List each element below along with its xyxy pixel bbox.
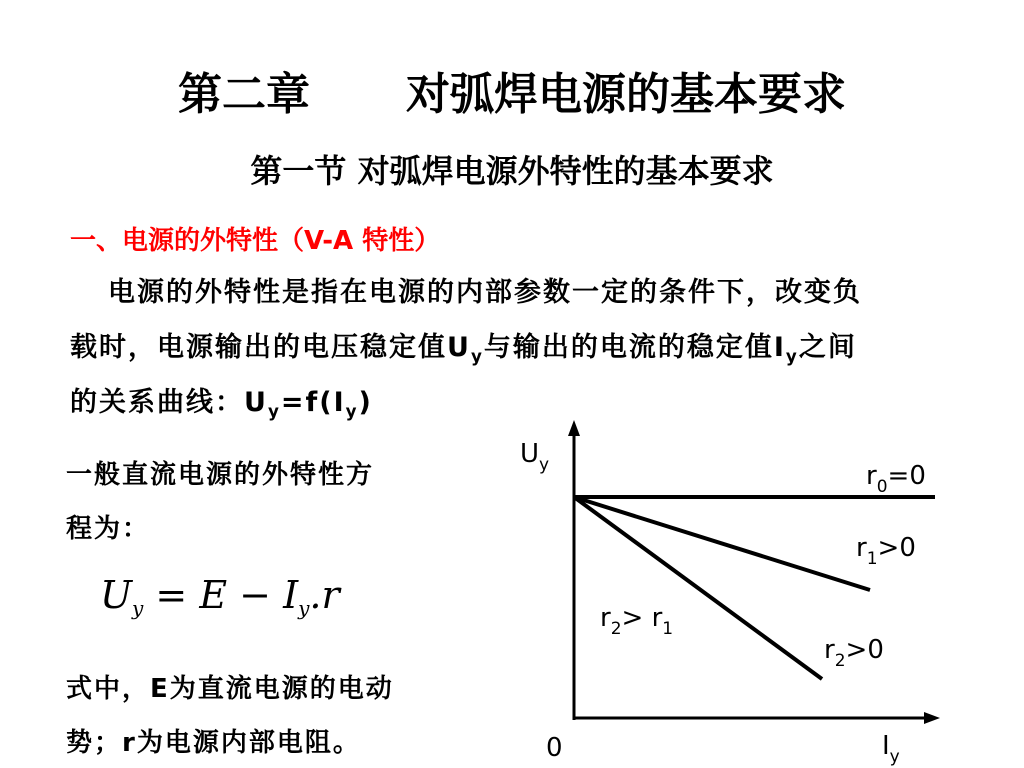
origin-label: 0 xyxy=(546,733,563,763)
side-text-line-3: 式中，E为直流电源的电动 xyxy=(66,674,394,704)
paragraph-line-2: 载时，电源输出的电压稳定值$U_y$与输出的电流的稳定值$I_y$之间 xyxy=(70,332,857,366)
curve-r2 xyxy=(574,497,822,679)
paragraph-line-3: 的关系曲线：$U_y=f(I_y)$ xyxy=(70,387,373,421)
paragraph-line-1: 电源的外特性是指在电源的内部参数一定的条件下，改变负 xyxy=(108,277,862,308)
subsection-heading: 一、电源的外特性（V-A 特性） xyxy=(70,226,441,256)
y-axis-arrow-icon xyxy=(568,420,580,436)
y-axis-label: $U_y$ xyxy=(520,439,550,475)
side-text-line-1: 一般直流电源的外特性方 xyxy=(66,460,375,490)
chapter-number: 第二章 xyxy=(178,69,310,120)
section-title: 第一节 对弧焊电源外特性的基本要求 xyxy=(250,152,774,190)
curve-r0-label: $r_0=0$ xyxy=(866,461,926,497)
curve-r2-label: $r_2>0$ xyxy=(824,635,884,671)
side-text-line-4: 势；r为电源内部电阻。 xyxy=(66,728,361,758)
curve-r1 xyxy=(574,497,870,590)
compare-label: $r_2> r_1$ xyxy=(600,603,674,639)
equation: $U_y = E - I_y.r$ xyxy=(100,573,340,620)
x-axis-arrow-icon xyxy=(924,712,940,724)
chapter-topic: 对弧焊电源的基本要求 xyxy=(406,69,846,120)
x-axis-label: $I_y$ xyxy=(882,731,900,767)
curve-r1-label: $r_1>0$ xyxy=(856,533,916,569)
side-text-line-2: 程为： xyxy=(66,514,151,544)
